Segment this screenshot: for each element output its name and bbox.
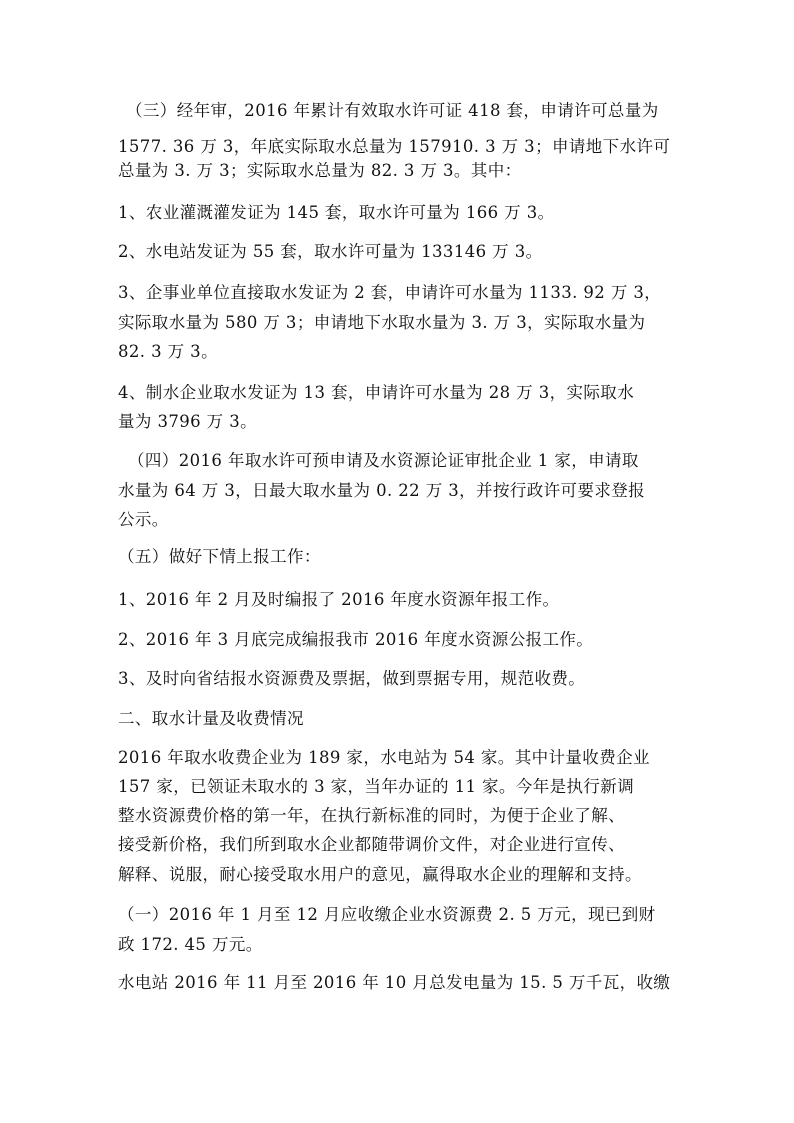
text-line: 整水资源费价格的第一年，在执行新标准的同时，为便于企业了解、 [118, 806, 625, 825]
text-line: 3、企事业单位直接取水发证为 2 套，申请许可水量为 1133. 92 万 3， [118, 283, 662, 302]
text-line: 实际取水量为 580 万 3；申请地下水取水量为 3. 万 3，实际取水量为 [118, 313, 646, 332]
text-line: 总量为 3. 万 3；实际取水总量为 82. 3 万 3。其中： [118, 161, 522, 180]
text-line: 解释、说服，耐心接受取水用户的意见，赢得取水企业的理解和支持。 [118, 865, 642, 884]
text-line: （五）做好下情上报工作： [118, 547, 321, 566]
text-line: 4、制水企业取水发证为 13 套，申请许可水量为 28 万 3，实际取水 [118, 383, 635, 402]
text-line: 接受新价格，我们所到取水企业都随带调价文件，对企业进行宣传、 [118, 835, 625, 854]
text-line: 82. 3 万 3。 [118, 342, 218, 361]
text-line: 157 家，已领证未取水的 3 家，当年办证的 11 家。今年是执行新调 [118, 777, 635, 796]
text-line: 公示。 [118, 510, 169, 529]
text-line: 1、农业灌溉灌发证为 145 套，取水许可量为 166 万 3。 [118, 203, 555, 222]
text-line: 2、2016 年 3 月底完成编报我市 2016 年度水资源公报工作。 [118, 630, 594, 649]
text-line: 1、2016 年 2 月及时编报了 2016 年度水资源年报工作。 [118, 590, 560, 609]
text-line: 水电站 2016 年 11 月至 2016 年 10 月总发电量为 15. 5 万千瓦，收缴 [118, 973, 671, 992]
text-line: 2、水电站发证为 55 套，取水许可量为 133146 万 3。 [118, 242, 543, 261]
text-line: 3、及时向省结报水资源费及票据，做到票据专用，规范收费。 [118, 669, 586, 688]
text-line: 二、取水计量及收费情况 [118, 709, 304, 728]
text-line: 2016 年取水收费企业为 189 家，水电站为 54 家。其中计量收费企业 [118, 748, 650, 767]
text-line: 量为 3796 万 3。 [118, 412, 258, 431]
text-line: 1577. 36 万 3，年底实际取水总量为 157910. 3 万 3；申请地下水许可 [118, 137, 671, 156]
text-line: （四）2016 年取水许可预申请及水资源论证审批企业 1 家，申请取 [128, 451, 639, 470]
text-line: 政 172. 45 万元。 [118, 935, 263, 954]
text-line: （一）2016 年 1 月至 12 月应收缴企业水资源费 2. 5 万元，现已到财 [118, 905, 656, 924]
text-line: （三）经年审，2016 年累计有效取水许可证 418 套，申请许可总量为 [126, 101, 659, 120]
text-line: 水量为 64 万 3，日最大取水量为 0. 22 万 3，并按行政许可要求登报 [118, 481, 646, 500]
